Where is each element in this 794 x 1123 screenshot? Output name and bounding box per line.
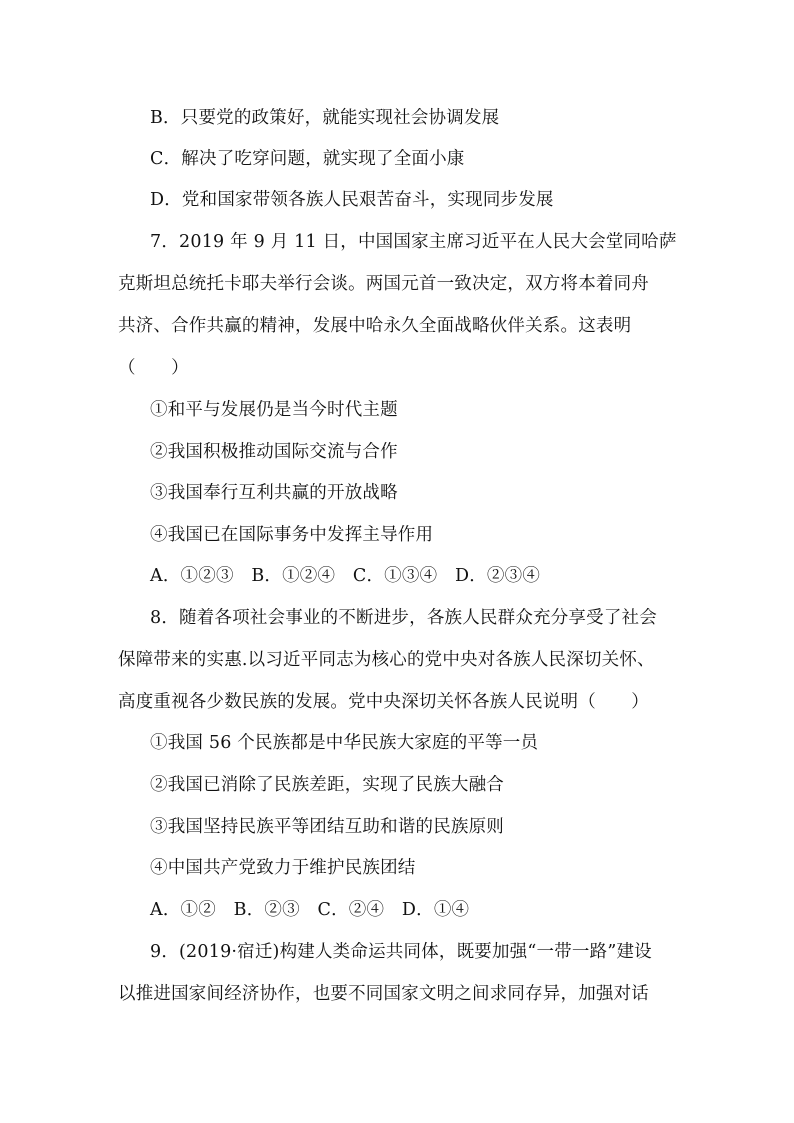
q8-item-2: ②我国已消除了民族差距，实现了民族大融合	[150, 775, 504, 795]
q6-option-b: B．只要党的政策好，就能实现社会协调发展	[150, 108, 500, 128]
q8-item-3: ③我国坚持民族平等团结互助和谐的民族原则	[150, 817, 504, 837]
q8-item-1: ①我国 56 个民族都是中华民族大家庭的平等一员	[150, 733, 539, 753]
q9-stem-line-1: 9．(2019·宿迁)构建人类命运共同体，既要加强“一带一路”建设	[150, 942, 652, 962]
q8-choices: A．①② B．②③ C．②④ D．①④	[150, 900, 470, 920]
q8-stem-line-3: 高度重视各少数民族的发展。党中央深切关怀各族人民说明（ ）	[118, 692, 649, 712]
q7-answer-blank: （ ）	[118, 358, 189, 378]
q9-stem-line-2: 以推进国家间经济协作，也要不同国家文明之间求同存异，加强对话	[118, 984, 649, 1004]
q8-stem-line-2: 保障带来的实惠.以习近平同志为核心的党中央对各族人民深切关怀、	[118, 650, 655, 670]
q8-item-4: ④中国共产党致力于维护民族团结	[150, 858, 416, 878]
q7-item-3: ③我国奉行互利共赢的开放战略	[150, 483, 398, 503]
q6-option-c: C．解决了吃穿问题，就实现了全面小康	[150, 149, 465, 169]
q7-stem-line-3: 共济、合作共赢的精神，发展中哈永久全面战略伙伴关系。这表明	[118, 316, 632, 336]
q7-item-4: ④我国已在国际事务中发挥主导作用	[150, 525, 434, 545]
q7-item-1: ①和平与发展仍是当今时代主题	[150, 400, 398, 420]
q7-stem-line-1: 7．2019 年 9 月 11 日，中国国家主席习近平在人民大会堂同哈萨	[150, 232, 677, 252]
q7-stem-line-2: 克斯坦总统托卡耶夫举行会谈。两国元首一致决定，双方将本着同舟	[118, 274, 649, 294]
q8-stem-line-1: 8．随着各项社会事业的不断进步，各族人民群众充分享受了社会	[150, 608, 657, 628]
q6-option-d: D．党和国家带领各族人民艰苦奋斗，实现同步发展	[150, 190, 554, 210]
q7-choices: A．①②③ B．①②④ C．①③④ D．②③④	[150, 566, 541, 586]
q7-item-2: ②我国积极推动国际交流与合作	[150, 442, 398, 462]
